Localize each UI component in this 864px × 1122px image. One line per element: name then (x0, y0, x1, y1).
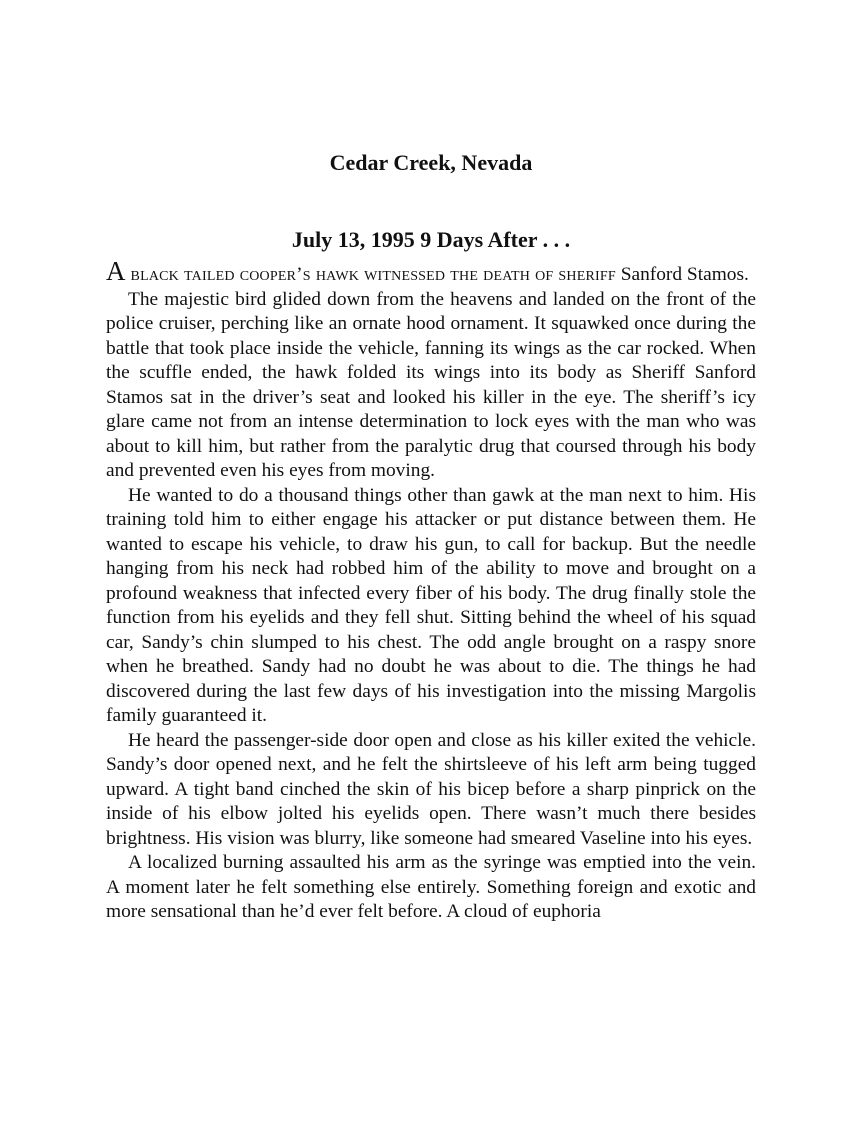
paragraph: A localized burning assaulted his arm as the syringe was emptied into the vein. A moment later he felt something else entirely. Something foreign and exotic and more sensational than he’d ever felt before. A cloud of euphoria (106, 852, 756, 922)
paragraph: He heard the passenger-side door open and close as his killer exited the vehicle. Sandy’s door opened next, and he felt the shirtsleeve of his left arm being tugged upward. A tight band cinched the skin of his bicep before a sharp pinprick on the inside of his elbow jolted his eyelids open. There wasn’t much there besides brightness. His vision was blurry, like someone had smeared Vaseline into his eyes. (106, 729, 756, 849)
chapter-location: Cedar Creek, Nevada (329, 150, 533, 175)
paragraph: He wanted to do a thousand things other than gawk at the man next to him. His training told him to either engage his attacker or put distance between them. He wanted to escape his vehicle, to draw his gun, to call for backup. But the needle hanging from his neck had robbed him of the ability to move and brought on a profound weakness that infected every fiber of his body. The drug finally stole the function from his eyelids and they fell shut. Sitting behind the wheel of his squad car, Sandy’s chin slumped to his chest. The odd angle brought on a raspy snore when he breathed. Sandy had no doubt he was about to die. The things he had discovered during the last few days of his investigation into the missing Margolis family guaranteed it. (106, 484, 756, 726)
opening-initial: A (106, 256, 126, 286)
opening-rest: Sanford Stamos. (615, 264, 749, 285)
chapter-date-line: July 13, 1995 9 Days After . . . (291, 227, 571, 252)
opening-small-caps: black tailed cooper’s hawk witnessed the death of sheriff (125, 264, 616, 285)
paragraph: The majestic bird glided down from the heavens and landed on the front of the police cruiser, perching like an ornate hood ornament. It squawked once during the battle that took place inside the vehicle, fanning its wings as the car rocked. When the scuffle ended, the hawk folded its wings into its body as Sheriff Sanford Stamos sat in the driver’s seat and looked his killer in the eye. The sheriff’s icy glare came not from an intense determination to lock eyes with the man who was about to kill him, but rather from the paralytic drug that coursed through his body and prevented even his eyes from moving. (106, 288, 756, 481)
opening-paragraph (106, 256, 756, 288)
chapter-body (106, 256, 756, 925)
